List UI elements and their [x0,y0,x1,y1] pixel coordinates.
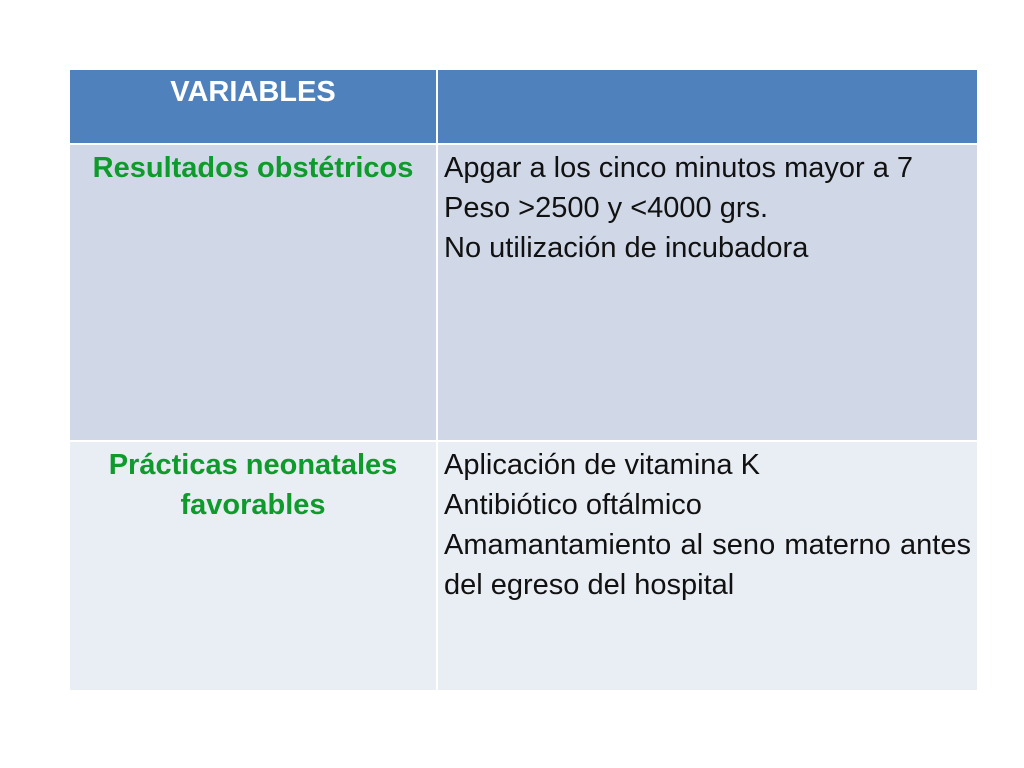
row-label-practicas: Prácticas neonatales favorables [69,441,437,691]
list-item: Apgar a los cinco minutos mayor a 7 [444,152,914,184]
row-values-practicas [437,441,978,691]
list-item: Aplicación de vitamina K [444,449,760,481]
row-values-resultados [437,144,978,441]
header-cell-empty [437,69,978,144]
table-header-row [69,69,978,144]
list-item: No utilización de incubadora [444,232,809,264]
table-row [69,144,978,441]
list-item: Amamantamiento al seno materno antes del egreso del hospital [444,529,971,601]
list-item: Peso >2500 y <4000 grs. [444,192,769,224]
row-label-resultados: Resultados obstétricos [69,144,437,441]
table-row [69,441,978,691]
list-item: Antibiótico oftálmico [444,489,702,521]
header-cell-variables: VARIABLES [69,69,437,144]
variables-table [68,68,979,692]
